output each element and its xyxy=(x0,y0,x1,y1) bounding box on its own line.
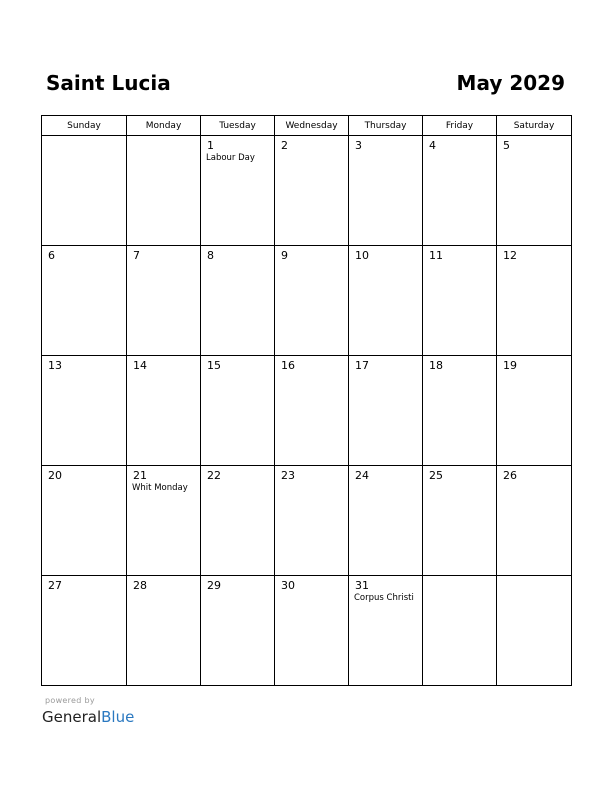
day-number: 6 xyxy=(48,249,55,262)
holiday-label xyxy=(42,372,126,373)
weekday-header-row xyxy=(42,116,572,136)
day-number: 9 xyxy=(281,249,288,262)
holiday-label: Corpus Christi xyxy=(354,593,414,603)
holiday-label xyxy=(349,372,422,373)
week-row xyxy=(42,356,572,466)
day-cell xyxy=(349,246,423,356)
day-cell xyxy=(423,576,497,686)
weekday-header: Friday xyxy=(423,116,497,136)
brand-blue-text: Blue xyxy=(101,708,135,726)
day-cell xyxy=(349,466,423,576)
day-cell xyxy=(275,576,349,686)
day-number: 25 xyxy=(429,469,443,482)
day-cell xyxy=(349,356,423,466)
calendar-grid xyxy=(41,115,572,686)
holiday-label xyxy=(497,262,571,263)
day-cell xyxy=(42,466,127,576)
day-number: 16 xyxy=(281,359,295,372)
day-number: 28 xyxy=(133,579,147,592)
week-row xyxy=(42,136,572,246)
day-number: 20 xyxy=(48,469,62,482)
day-number: 19 xyxy=(503,359,517,372)
holiday-label xyxy=(127,372,200,373)
weekday-header: Sunday xyxy=(42,116,127,136)
holiday-label xyxy=(349,152,422,153)
holiday-label xyxy=(497,152,571,153)
footer-branding xyxy=(42,696,134,726)
day-cell xyxy=(127,356,201,466)
month-year-title: May 2029 xyxy=(456,71,565,95)
brand-general-text: General xyxy=(42,708,102,726)
day-cell xyxy=(201,466,275,576)
holiday-label xyxy=(127,140,200,141)
holiday-label xyxy=(423,580,496,581)
day-number: 14 xyxy=(133,359,147,372)
weekday-header: Saturday xyxy=(497,116,572,136)
holiday-label xyxy=(423,262,496,263)
day-number: 22 xyxy=(207,469,221,482)
holiday-label xyxy=(201,482,274,483)
day-number: 12 xyxy=(503,249,517,262)
generalblue-logo[interactable] xyxy=(42,708,134,726)
holiday-label xyxy=(275,372,348,373)
day-cell xyxy=(201,356,275,466)
day-cell xyxy=(349,576,423,686)
holiday-label xyxy=(201,372,274,373)
powered-by-text: powered by xyxy=(45,696,95,705)
day-cell xyxy=(42,576,127,686)
holiday-label xyxy=(42,482,126,483)
day-cell xyxy=(42,246,127,356)
day-number: 23 xyxy=(281,469,295,482)
day-number: 2 xyxy=(281,139,288,152)
holiday-label xyxy=(42,592,126,593)
holiday-label xyxy=(423,152,496,153)
day-cell xyxy=(423,466,497,576)
week-row xyxy=(42,246,572,356)
holiday-label xyxy=(275,262,348,263)
day-cell xyxy=(497,356,572,466)
day-number: 3 xyxy=(355,139,362,152)
day-cell xyxy=(423,136,497,246)
day-cell xyxy=(127,576,201,686)
day-number: 26 xyxy=(503,469,517,482)
holiday-label xyxy=(201,262,274,263)
holiday-label xyxy=(275,592,348,593)
day-number: 29 xyxy=(207,579,221,592)
holiday-label xyxy=(349,262,422,263)
country-title: Saint Lucia xyxy=(46,71,171,95)
holiday-label xyxy=(127,262,200,263)
holiday-label: Labour Day xyxy=(206,153,255,163)
day-cell xyxy=(275,246,349,356)
day-number: 18 xyxy=(429,359,443,372)
day-number: 11 xyxy=(429,249,443,262)
day-cell xyxy=(497,136,572,246)
holiday-label xyxy=(275,152,348,153)
day-number: 30 xyxy=(281,579,295,592)
day-cell xyxy=(201,576,275,686)
day-cell xyxy=(275,466,349,576)
day-cell xyxy=(201,136,275,246)
holiday-label xyxy=(423,372,496,373)
holiday-label xyxy=(201,592,274,593)
day-cell xyxy=(349,136,423,246)
day-cell xyxy=(127,136,201,246)
day-number: 15 xyxy=(207,359,221,372)
day-number: 4 xyxy=(429,139,436,152)
day-cell xyxy=(497,466,572,576)
day-cell xyxy=(275,356,349,466)
day-cell xyxy=(201,246,275,356)
day-number: 8 xyxy=(207,249,214,262)
holiday-label xyxy=(423,482,496,483)
day-number: 7 xyxy=(133,249,140,262)
holiday-label xyxy=(497,372,571,373)
holiday-label xyxy=(497,580,571,581)
day-cell xyxy=(423,356,497,466)
day-cell xyxy=(423,246,497,356)
day-cell xyxy=(497,576,572,686)
holiday-label xyxy=(497,482,571,483)
day-cell xyxy=(275,136,349,246)
holiday-label: Whit Monday xyxy=(132,483,188,493)
day-number: 24 xyxy=(355,469,369,482)
weekday-header: Tuesday xyxy=(201,116,275,136)
day-cell xyxy=(497,246,572,356)
day-number: 13 xyxy=(48,359,62,372)
day-number: 1 xyxy=(207,139,214,152)
holiday-label xyxy=(349,482,422,483)
weekday-header: Monday xyxy=(127,116,201,136)
week-row xyxy=(42,576,572,686)
day-number: 10 xyxy=(355,249,369,262)
day-cell xyxy=(127,246,201,356)
holiday-label xyxy=(42,262,126,263)
weekday-header: Thursday xyxy=(349,116,423,136)
day-cell xyxy=(127,466,201,576)
day-number: 17 xyxy=(355,359,369,372)
day-number: 5 xyxy=(503,139,510,152)
holiday-label xyxy=(42,140,126,141)
day-number: 27 xyxy=(48,579,62,592)
day-cell xyxy=(42,356,127,466)
holiday-label xyxy=(127,592,200,593)
day-cell xyxy=(42,136,127,246)
holiday-label xyxy=(275,482,348,483)
day-number: 21 xyxy=(133,469,147,482)
week-row xyxy=(42,466,572,576)
day-number: 31 xyxy=(355,579,369,592)
weekday-header: Wednesday xyxy=(275,116,349,136)
